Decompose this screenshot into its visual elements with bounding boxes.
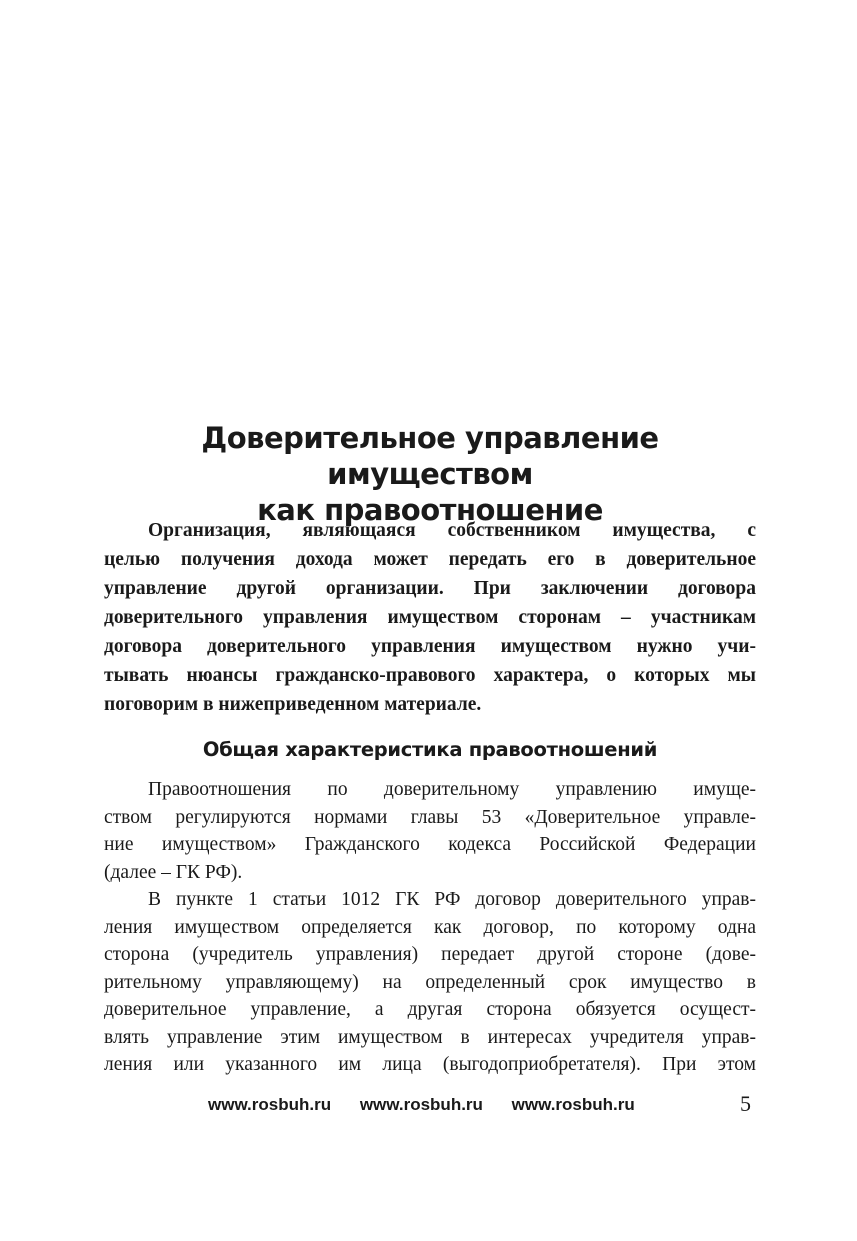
lead-line: управление другой организации. При заключении договора (104, 578, 756, 599)
lead-paragraph (104, 516, 756, 719)
page-footer (0, 1092, 857, 1120)
chapter-title-line: Доверительное управление имуществом (201, 421, 659, 491)
body-line: (далее – ГК РФ). (104, 861, 243, 883)
body-line: влять управление этим имуществом в интересах учредителя управ- (104, 1026, 756, 1048)
body-line: доверительное управление, а другая сторона обязуется осущест- (104, 999, 756, 1020)
footer-url-link[interactable]: www.rosbuh.ru (208, 1095, 332, 1114)
body-line: ние имуществом» Гражданского кодекса Российской Федерации (104, 834, 756, 855)
chapter-title-line: как правоотношение (257, 493, 603, 527)
chapter-title (100, 420, 760, 528)
lead-line: целью получения дохода может передать его в доверительное (104, 549, 756, 570)
footer-url-link[interactable]: www.rosbuh.ru (511, 1095, 635, 1114)
body-line: сторона (учредитель управления) передает другой стороне (дове- (104, 944, 756, 965)
section-title: Общая характеристика правоотношений (202, 738, 658, 761)
lead-line: доверительного управления имуществом сторонам – участникам (104, 607, 756, 628)
body-line: ления или указанного им лица (выгодоприобретателя). При этом (104, 1054, 756, 1075)
footer-urls (208, 1092, 635, 1118)
footer-url-link[interactable]: www.rosbuh.ru (359, 1095, 483, 1114)
body-line: Правоотношения по доверительному управлению имуще- (148, 779, 756, 800)
page-number: 5 (740, 1091, 751, 1116)
lead-line: поговорим в нижеприведенном материале. (104, 694, 482, 715)
body-line: ством регулируются нормами главы 53 «Доверительное управле- (104, 806, 756, 828)
body-line: рительному управляющему) на определенный срок имущество в (104, 971, 756, 993)
body-text (104, 776, 756, 1079)
lead-line: Организация, являющаяся собственником имущества, с (148, 520, 756, 541)
lead-line: договора доверительного управления имуществом нужно учи- (104, 636, 756, 657)
body-line: В пункте 1 статьи 1012 ГК РФ договор доверительного управ- (148, 889, 756, 910)
lead-line: тывать нюансы гражданско-правового характера, о которых мы (104, 665, 756, 686)
body-line: ления имуществом определяется как договор, по которому одна (104, 916, 756, 938)
